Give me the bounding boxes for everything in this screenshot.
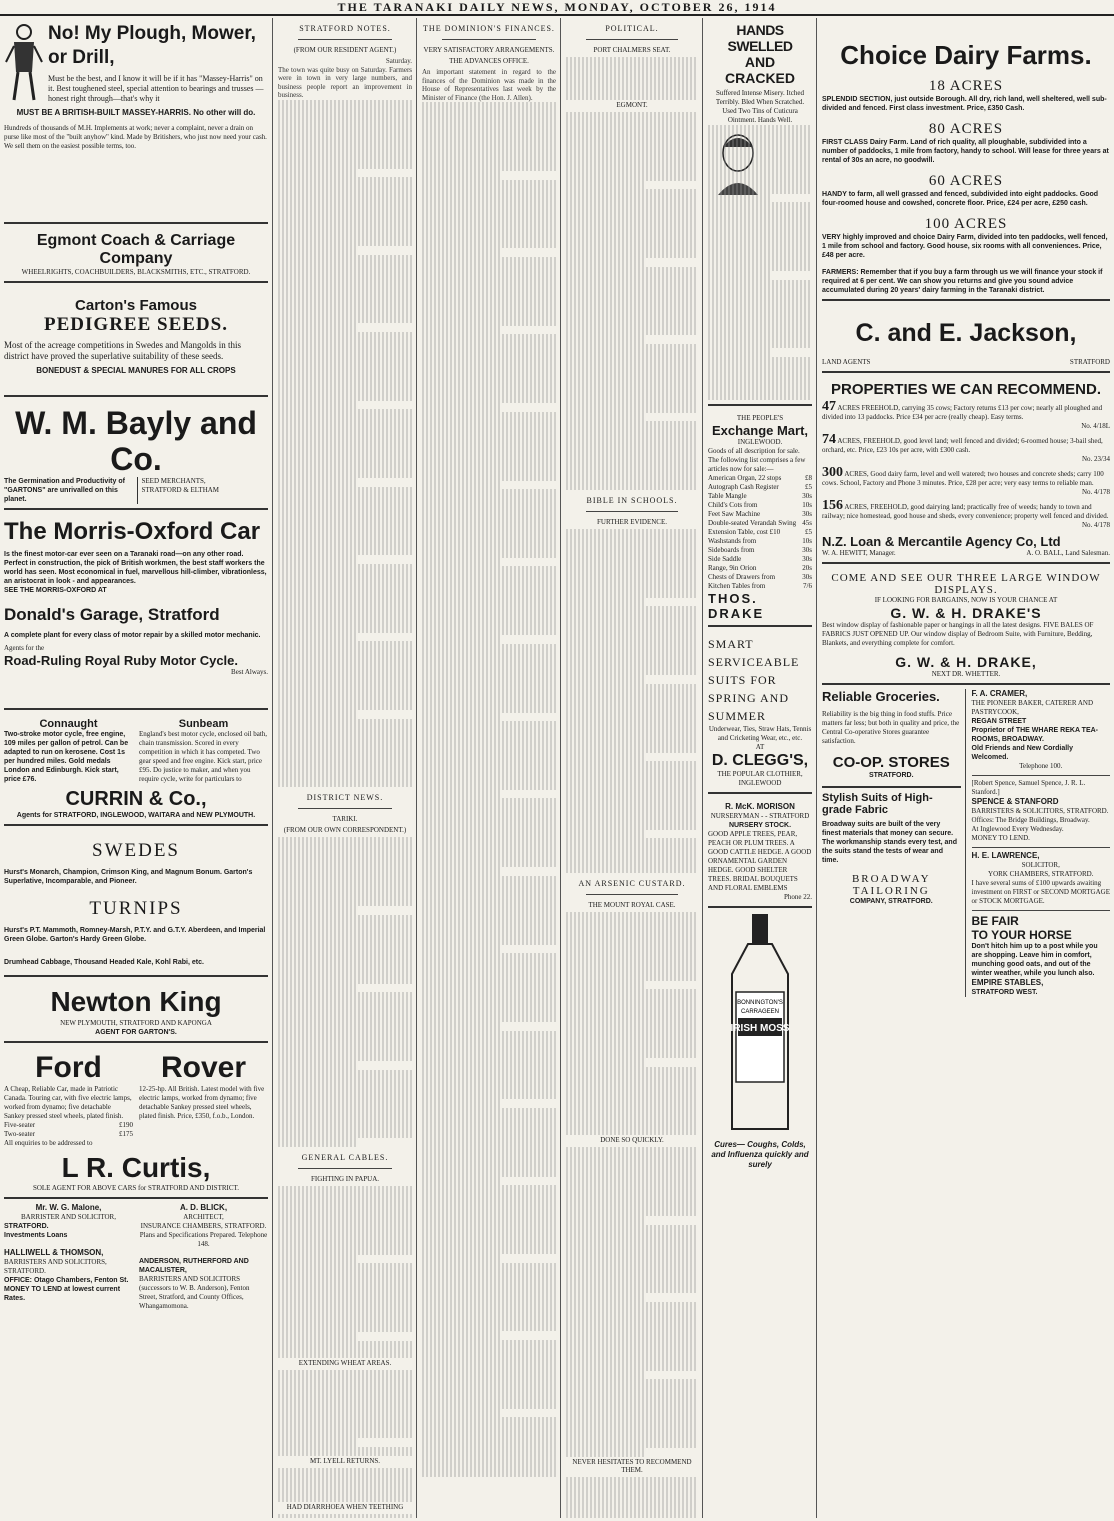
drake-name: G. W. & H. DRAKE'S	[890, 605, 1042, 621]
exchange-item: Sideboards from 30s	[708, 546, 812, 554]
stratford-notes-heading: STRATFORD NOTES.	[299, 24, 391, 33]
horse-body: Don't hitch him up to a post while you are shopping. Leave him in comfort, munching good oats, and out of the winter weather, while you lunch also.	[971, 943, 1098, 977]
ad-clegg	[708, 631, 812, 794]
ford-price-two: Two-seater £175	[4, 1130, 133, 1138]
ad-ford-rover	[4, 1047, 268, 1199]
port-chalmers-heading: PORT CHALMERS SEAT.	[593, 46, 671, 54]
farm-description: VERY highly improved and choice Dairy Farm, divided into ten paddocks, well fenced, 1 mile from school and factory. Good house, six rooms with all conveniences. Price, £48 per acre.	[822, 234, 1108, 259]
exchange-item: Washstands from 10s	[708, 537, 812, 545]
blick-name: A. D. BLICK,	[179, 1203, 228, 1212]
column-rule	[702, 18, 703, 1518]
plough-tag: MUST BE A BRITISH-BUILT MASSEY-HARRIS. No other will do.	[16, 108, 256, 117]
advances-heading: THE ADVANCES OFFICE.	[449, 57, 529, 65]
broadway-sub: COMPANY, STRATFORD.	[849, 898, 933, 905]
curtis-name: L R. Curtis,	[61, 1152, 211, 1183]
halliwell-l4: MONEY TO LEND at lowest current Rates.	[4, 1286, 121, 1302]
drake-next: NEXT DR. WHETTER.	[931, 670, 1001, 678]
arsenic-heading: AN ARSENIC CUSTARD.	[578, 878, 686, 888]
spence-name: SPENCE & STANFORD	[971, 797, 1059, 806]
wheat-heading: EXTENDING WHEAT AREAS.	[298, 1358, 392, 1367]
ad-egmont-coach	[4, 228, 268, 283]
done-quickly-heading: DONE SO QUICKLY.	[600, 1136, 664, 1145]
malone-l3: STRATFORD.	[4, 1223, 49, 1230]
newton-sub1: NEW PLYMOUTH, STRATFORD AND KAPONGA	[60, 1019, 212, 1027]
curtis-sub: SOLE AGENT FOR ABOVE CARS for STRATFORD AND DISTRICT.	[32, 1184, 240, 1192]
column-rule	[560, 18, 561, 1518]
lawrence-name: H. E. LAWRENCE,	[971, 851, 1040, 860]
egmont-name: Egmont Coach & Carriage Company	[36, 232, 236, 267]
bottle-icon	[718, 914, 802, 1134]
finances-para: An important statement in regard to the finances of the Dominion was made in the House of Representatives last week by the Minister of Finance (the Hon. J. Allen).	[422, 68, 556, 102]
smart-l4: SPRING AND	[708, 691, 790, 705]
article-text	[278, 1468, 412, 1502]
clegg-sub: THE POPULAR CLOTHIER,	[717, 770, 803, 778]
hands-l2: AND CRACKED	[725, 54, 795, 86]
swedes-name: SWEDES	[92, 840, 180, 861]
column-political	[562, 18, 702, 1518]
currin-sub: Agents for STRATFORD, INGLEWOOD, WAITARA and NEW PLYMOUTH.	[16, 812, 256, 819]
stratford-notes-sub: (FROM OUR RESIDENT AGENT.)	[293, 46, 397, 54]
article-text	[278, 1370, 412, 1456]
exchange-item: Kitchen Tables from 7/6	[708, 582, 812, 590]
farm-list	[822, 78, 1110, 260]
plough-note: Hundreds of thousands of M.H. Implements at work; never a complaint, never a drain on purse like most of the "built anyhow" kind. Made by Britishers, who just now need your cash. We sell them on the easiest possible terms, too.	[4, 124, 267, 150]
smart-l5: SUMMER	[708, 709, 767, 723]
article-text	[566, 1147, 698, 1456]
exchange-item-list	[708, 474, 812, 591]
lawrence-l2: SOLICITOR,	[1021, 861, 1060, 869]
anderson-name: ANDERSON, RUTHERFORD AND MACALISTER,	[139, 1258, 249, 1274]
bottle-label-mid: CARRAGEEN	[740, 1009, 780, 1015]
spence-top: [Robert Spence, Samuel Spence, J. R. L. Stanford.]	[971, 779, 1086, 796]
stratford-notes-day: Saturday.	[385, 57, 412, 65]
plough-headline: No! My Plough, Mower, or Drill,	[48, 23, 256, 68]
finances-heading: THE DOMINION'S FINANCES.	[423, 24, 555, 33]
exchange-item: Table Mangle 30s	[708, 492, 812, 500]
morris-best: Best Always.	[231, 668, 268, 676]
finances-sub: VERY SATISFACTORY ARRANGEMENTS.	[423, 46, 555, 54]
ad-swedes-turnips	[4, 830, 268, 977]
clegg-town: INGLEWOOD	[738, 779, 782, 787]
ad-bonnington	[708, 914, 812, 1170]
article-text	[278, 837, 412, 1146]
morison-name: R. McK. MORISON	[725, 802, 795, 811]
anderson-l2: BARRISTERS AND SOLICITORS (successors to W. B. Anderson), Fenton Street, Stratford, and County Offices, Whangamomona.	[139, 1275, 250, 1310]
bottom-right-ads	[822, 689, 1110, 997]
diarrhoea-heading: HAD DIARRHOEA WHEN TEETHING	[286, 1503, 404, 1512]
district-news-heading: DISTRICT NEWS.	[306, 793, 384, 803]
cartons-body: Most of the acreage competitions in Swedes and Mangolds in this district have proved the superlative suitability of these seeds.	[4, 340, 241, 361]
horse-l2: TO YOUR HORSE	[971, 928, 1072, 942]
connaught-name: Connaught	[39, 718, 98, 730]
connaught-body: Two-stroke motor cycle, free engine, 109 miles per gallon of petrol. Can be adapted to run on kerosene. Cost 1s per hundred miles. Gold medals London and Edinburgh. Kick start, price £76.	[4, 731, 129, 783]
article-text	[566, 912, 698, 1135]
groceries-body: Reliability is the big thing in food stuffs. Price matters far less; but both in quality and price, the Central Co-operative Stores guarantee satisfaction.	[822, 710, 960, 745]
nzloan-company: N.Z. Loan & Mercantile Agency Co, Ltd	[822, 534, 1061, 549]
swedes-body: Hurst's Monarch, Champion, Crimson King, and Magnum Bonum. Garton's Superlative, Incomparable, and Pioneer.	[4, 869, 253, 885]
morison-phone: Phone 22.	[784, 893, 812, 901]
cartons-tag: BONEDUST & SPECIAL MANURES FOR ALL CROPS	[36, 366, 236, 375]
morris-agents: Agents for the	[4, 644, 45, 652]
nzloan-salesman: A. O. BALL, Land Salesman.	[1026, 549, 1110, 557]
halliwell-l3: OFFICE: Otago Chambers, Fenton St.	[4, 1277, 129, 1284]
morris-plant: A complete plant for every class of motor repair by a skilled motor mechanic.	[4, 632, 261, 639]
tariki-sub: (FROM OUR OWN CORRESPONDENT.)	[283, 826, 407, 835]
exchange-item: Child's Cots from 10s	[708, 501, 812, 509]
farm-acres: 100 ACRES	[924, 216, 1008, 232]
ad-morris-oxford	[4, 514, 268, 710]
coop-town: STRATFORD.	[868, 772, 914, 779]
never-hesitates-heading: NEVER HESITATES TO RECOMMEND THEM.	[572, 1457, 692, 1474]
dairy-note: FARMERS: Remember that if you buy a farm through us we will finance your stock if required at 6 per cent. We can show you returns and give you sound advice accumulated during 20 years' dairy farming in the Taranaki district.	[822, 269, 1103, 294]
currin-name: CURRIN & Co.,	[65, 788, 207, 810]
ford-body: A Cheap, Reliable Car, made in Patriotic Canada. Touring car, with five electric lamps, worked from dynamo; five detachable Sankey pressed steel wheels, plated finish.	[4, 1085, 132, 1120]
smart-extra: Underwear, Ties, Straw Hats, Tennis and Cricketing Wear, etc., etc.	[708, 725, 812, 742]
ad-motor-cycles	[4, 714, 268, 826]
malone-l4: Investments Loans	[4, 1232, 68, 1239]
malone-l2: BARRISTER AND SOLICITOR,	[21, 1213, 116, 1221]
article-text	[278, 100, 412, 788]
drake-name2: G. W. & H. DRAKE,	[895, 654, 1037, 670]
cartons-line2: PEDIGREE SEEDS.	[44, 314, 228, 335]
malone-name: Mr. W. G. Malone,	[35, 1203, 102, 1212]
political-heading: POLITICAL.	[605, 24, 659, 33]
nzloan-manager: W. A. HEWITT, Manager.	[822, 549, 896, 557]
exchange-name: Exchange Mart,	[711, 423, 809, 438]
stylish-title: Stylish Suits of High-grade Fabric	[822, 792, 933, 816]
rover-body: 12-25-hp. All British. Latest model with five electric lamps, worked from dynamo; five detachable Sankey pressed steel wheels, plated finish. Price, £350, f.o.b., London.	[139, 1085, 265, 1120]
egmont-heading: EGMONT.	[616, 100, 648, 109]
farm-description: SPLENDID SECTION, just outside Borough. All dry, rich land, well sheltered, well sub-divided and fenced. First class investment. Price, £350 Cash.	[822, 96, 1107, 112]
ad-newton-king	[4, 981, 268, 1043]
exchange-item: Side Saddle 30s	[708, 555, 812, 563]
jackson-r: STRATFORD	[1069, 358, 1110, 366]
article-text	[422, 102, 556, 1477]
cramer-l5: Old Friends and New Cordially Welcomed.	[971, 745, 1074, 761]
broadway-name: BROADWAY TAILORING	[851, 873, 931, 897]
bonnington-cures: Cures— Coughs, Colds, and Influenza quickly and surely	[711, 1140, 809, 1169]
farm-acres: 80 ACRES	[928, 121, 1004, 137]
cramer-name: F. A. CRAMER,	[971, 689, 1028, 698]
property-entry: 47 ACRES FREEHOLD, carrying 35 cows; Factory returns £13 per cow; nearly all ploughed and divided into 13 paddocks. Price £34 per acre (really cheap). Easy terms. No. 4/18L	[822, 399, 1110, 430]
smart-l3: SUITS FOR	[708, 673, 777, 687]
column-rule	[416, 18, 417, 1518]
morison-l2: NURSERYMAN - - STRATFORD	[710, 812, 810, 820]
article-text	[566, 112, 698, 490]
groceries-title: Reliable Groceries.	[822, 689, 940, 704]
farm-acres: 18 ACRES	[928, 78, 1004, 94]
smart-at: AT	[755, 743, 765, 751]
morris-name: The Morris-Oxford Car	[4, 518, 261, 545]
exchange-item: Feet Saw Machine 30s	[708, 510, 812, 518]
ad-cartons-seeds	[4, 287, 268, 397]
horse-l1: BE FAIR	[971, 914, 1019, 928]
properties-title: PROPERTIES WE CAN RECOMMEND.	[830, 381, 1101, 398]
ad-exchange-mart	[708, 410, 812, 627]
drake-l2: IF LOOKING FOR BARGAINS, NOW IS YOUR CHANCE AT	[874, 596, 1058, 604]
spence-l3: Offices: The Bridge Buildings, Broadway.	[971, 816, 1090, 824]
spence-l5: MONEY TO LEND.	[971, 834, 1030, 842]
column-advertisements-left	[0, 18, 272, 1518]
column-finances	[418, 18, 560, 1518]
papua-heading: FIGHTING IN PAPUA.	[311, 1174, 379, 1183]
bible-sub: FURTHER EVIDENCE.	[597, 518, 667, 527]
exchange-item: Chests of Drawers from 30s	[708, 573, 812, 581]
ford-left: Ford	[35, 1051, 102, 1084]
ad-bayly	[4, 401, 268, 510]
property-entry: 300 ACRES, Good dairy farm, level and well watered; two houses and concrete sheds; carry 100 cows. School, Factory and Phone 3 minutes. Price, £28 per acre; very easy terms to reliable man. No. 4/178	[822, 465, 1110, 496]
lawrence-body: I have several sums of £100 upwards awaiting investment on FIRST or SECOND MORTGAGE or STOCK MORTGAGE.	[971, 879, 1110, 905]
exchange-item: Autograph Cash Register £5	[708, 483, 812, 491]
lyell-heading: MT. LYELL RETURNS.	[309, 1456, 381, 1465]
ford-right: Rover	[160, 1051, 247, 1084]
sunbeam-body: England's best motor cycle, enclosed oil bath, chain transmission. Scored in every competition in which it has competed. Two gear speed and free engine. Kick start, price £95. Do justice to maker, and when you require cycle, write for particulars to	[139, 730, 268, 783]
spence-l4: At Inglewood Every Wednesday.	[971, 825, 1064, 833]
exchange-item: Range, 9in Orion 20s	[708, 564, 812, 572]
article-text	[278, 1514, 412, 1518]
morris-garage: Donald's Garage, Stratford	[4, 605, 220, 624]
ad-dairy-farms	[822, 18, 1110, 301]
lawrence-l3: YORK CHAMBERS, STRATFORD.	[988, 870, 1094, 878]
article-text	[566, 1477, 698, 1518]
stylish-body: Broadway suits are built of the very finest materials that money can secure. The workmanship stands every test, and the suits stand the tests of wear and time.	[822, 821, 957, 864]
column-advertisements-middle	[704, 18, 816, 1518]
sunbeam-name: Sunbeam	[178, 718, 229, 730]
article-text	[278, 1186, 412, 1358]
farmer-figure-icon	[4, 22, 44, 102]
coop-name: CO-OP. STORES	[832, 754, 950, 771]
drake-l1: COME AND SEE OUR THREE LARGE WINDOW DISPLAYS.	[831, 572, 1101, 596]
halliwell-l2: BARRISTERS AND SOLICITORS, STRATFORD.	[4, 1258, 107, 1275]
hands-l1: HANDS SWELLED	[727, 22, 793, 54]
ford-enquiries: All enquiries to be addressed to	[4, 1139, 93, 1147]
ad-cuticura	[708, 18, 812, 406]
exchange-intro: Goods of all description for sale. The following list comprises a few articles now for sale:—	[708, 447, 806, 473]
bayly-name: W. M. Bayly and Co.	[15, 405, 257, 477]
horse-name: EMPIRE STABLES,	[971, 978, 1044, 987]
exchange-item: American Organ, 22 stops £8	[708, 474, 812, 482]
blick-l4: Plans and Specifications Prepared. Telephone 148.	[139, 1231, 268, 1248]
morris-body: Is the finest motor-car ever seen on a Taranaki road—on any other road. Perfect in construction, the pick of British workmen, the best staff workers the world has seen. Most economical in fuel, marvellous hill-climber, vibrationless, an aristocrat in look - and appearances.	[4, 551, 267, 585]
cramer-l3: REGAN STREET	[971, 718, 1027, 725]
cramer-l2: THE PIONEER BAKER, CATERER AND PASTRYCOOK,	[971, 699, 1094, 716]
article-text	[708, 125, 812, 400]
exchange-item: Extension Table, cost £10 £5	[708, 528, 812, 536]
morris-see: SEE THE MORRIS-OXFORD AT	[4, 587, 107, 594]
blick-l3: INSURANCE CHAMBERS, STRATFORD.	[140, 1222, 267, 1230]
cartons-line1: Carton's Famous	[75, 297, 197, 314]
mount-royal-heading: THE MOUNT ROYAL CASE.	[588, 900, 676, 909]
exchange-town: INGLEWOOD.	[737, 438, 783, 446]
smart-l1: SMART	[708, 637, 754, 651]
clegg-name: D. CLEGG'S,	[711, 752, 809, 769]
bottle-label-top: BONNINGTON'S	[737, 1000, 783, 1006]
stratford-notes-para: The town was quite busy on Saturday. Farmers were in town in very large numbers, and business people report an improvement in business.	[278, 65, 412, 100]
general-cables-heading: GENERAL CABLES.	[301, 1152, 389, 1162]
blick-l2: ARCHITECT,	[183, 1213, 224, 1221]
cramer-tel: Telephone 100.	[1019, 762, 1063, 770]
column-stratford-notes	[274, 18, 416, 1518]
halliwell-name: HALLIWELL & THOMSON,	[4, 1248, 104, 1257]
farm-description: HANDY to farm, all well grassed and fenced, subdivided into eight paddocks. Good four-roomed house and cowshed, concrete floor. Price, £24 per acre, £250 cash.	[822, 191, 1099, 207]
newton-sub2: AGENT FOR GARTON'S.	[95, 1029, 177, 1036]
ad-plough	[4, 18, 268, 224]
morris-cycle: Road-Ruling Royal Ruby Motor Cycle.	[4, 653, 239, 668]
horse-sub: STRATFORD WEST.	[971, 989, 1038, 996]
plough-body: Must be the best, and I know it will be if it has "Massey-Harris" on it. Best toughened steel, special attention to bearings and trusses — honest right through—that's why it	[48, 74, 264, 103]
ford-price-five: Five-seater £190	[4, 1121, 133, 1129]
jackson-name: C. and E. Jackson,	[855, 319, 1077, 347]
drake-body: Best window display of fashionable paper or hangings in all the latest designs. FIVE BALES OF FABRICS JUST OPENED UP. Our window display of Bedroom Suite, with Furniture, Bedding, Blankets, and everything complete for comfort.	[822, 621, 1094, 647]
farm-acres: 60 ACRES	[928, 173, 1004, 189]
professional-cards	[4, 1203, 268, 1311]
property-entry: 156 ACRES, FREEHOLD, good dairying land; practically free of weeds; handy to town and railway; nice homestead, good house and sheds, every convenience; property well fenced and divided. No. 4/178	[822, 498, 1110, 529]
ad-drake	[822, 568, 1110, 685]
turnips-name: TURNIPS	[89, 898, 183, 919]
column-rule	[816, 18, 817, 1518]
ad-morison	[708, 798, 812, 908]
cramer-l4: Proprietor of THE WHARE REKA TEA-ROOMS, BROADWAY.	[971, 727, 1099, 743]
morison-l3: NURSERY STOCK.	[728, 822, 792, 829]
farm-description: FIRST CLASS Dairy Farm. Land of rich quality, all ploughable, subdivided into a number of paddocks, 1 mile from factory, handy to school. Will lease for three years at rental of 30s an acre, no goodwill.	[822, 139, 1109, 164]
bottle-label-main: IRISH MOSS	[730, 1023, 790, 1034]
turnips-body: Hurst's P.T. Mammoth, Romney-Marsh, P.T.Y. and G.T.Y. Aberdeen, and Imperial Green Globe. Garton's Hardy Green Globe.	[4, 927, 266, 943]
hands-sub: Suffered Intense Misery. Itched Terribly. Bled When Scratched. Used Two Tins of Cuticura Ointment. Hands Well.	[715, 89, 805, 124]
exchange-owner: THOS. DRAKE	[708, 591, 765, 621]
column-rule	[272, 18, 273, 1518]
ad-properties	[822, 377, 1110, 564]
newton-name: Newton King	[50, 986, 222, 1017]
property-list	[822, 399, 1110, 530]
jackson-l: LAND AGENTS	[822, 358, 871, 366]
smart-l2: SERVICEABLE	[708, 655, 800, 669]
exchange-pre: THE PEOPLE'S	[736, 414, 784, 422]
ad-jackson	[822, 305, 1110, 373]
bayly-right2: STRATFORD & ELTHAM	[141, 486, 220, 494]
dairy-title: Choice Dairy Farms.	[840, 40, 1092, 70]
spence-l2: BARRISTERS & SOLICITORS, STRATFORD.	[971, 807, 1109, 815]
masthead: THE TARANAKI DAILY NEWS, MONDAY, OCTOBER 26, 1914	[0, 0, 1114, 16]
morison-items: GOOD APPLE TREES, PEAR, PEACH OR PLUM TREES. A GOOD CATTLE HEDGE. A GOOD ORNAMENTAL GARDEN HEDGE. GOOD SHELTER TREES. BRIDAL BOUQUETS AND FLORAL EMBLEMS	[708, 830, 812, 892]
exchange-item: Double-seated Verandah Swing 45s	[708, 519, 812, 527]
tariki-heading: TARIKI.	[332, 815, 358, 824]
column-advertisements-right	[818, 18, 1114, 1518]
turnips-extra: Drumhead Cabbage, Thousand Headed Kale, Kohl Rabi, etc.	[4, 959, 204, 966]
bayly-left: The Germination and Productivity of "GARTONS" are unrivalled on this planet.	[4, 478, 125, 503]
bayly-right1: SEED MERCHANTS,	[141, 477, 206, 485]
bible-heading: BIBLE IN SCHOOLS.	[586, 496, 678, 506]
article-text	[566, 57, 698, 100]
property-entry: 74 ACRES, FREEHOLD, good level land; well fenced and divided; 6-roomed house; 3-bail shed, orchard, etc. Price, £23 10s per acre, with £300 cash. No. 23/34	[822, 432, 1110, 463]
egmont-sub: WHEELRIGHTS, COACHBUILDERS, BLACKSMITHS, ETC., STRATFORD.	[21, 268, 251, 276]
article-text	[566, 529, 698, 873]
